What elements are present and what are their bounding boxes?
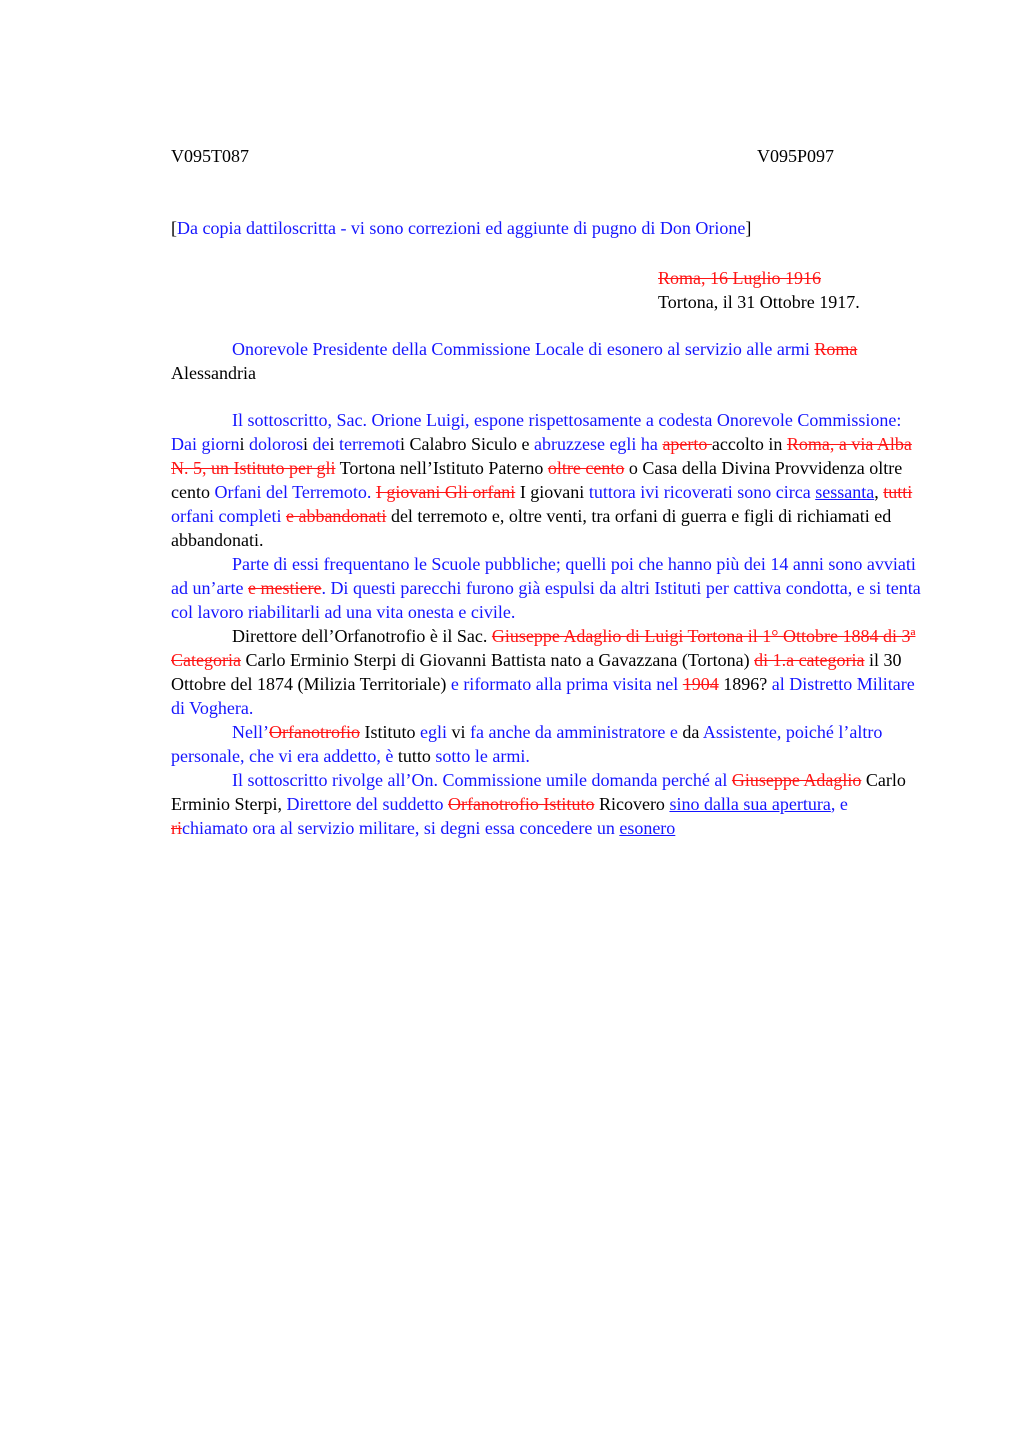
letter-body: [171, 337, 926, 840]
note-open-bracket: [: [171, 218, 177, 238]
original-text: Alessandria: [171, 363, 256, 383]
paragraph-director: [171, 624, 926, 720]
original-text: i: [239, 434, 245, 454]
added-text: al Distretto Militare di Voghera.: [171, 674, 915, 718]
deleted-text: 1904: [682, 674, 719, 694]
original-text: il 30 Ottobre del 1874 (Milizia Territoriale): [171, 650, 902, 694]
added-underlined-text: esonero: [619, 818, 676, 838]
added-text: doloros: [244, 434, 303, 454]
added-text: Assistente, poiché l’altro personale, che vi era addetto, è: [171, 722, 883, 766]
deleted-text: Roma: [814, 339, 858, 359]
added-text: egli: [419, 722, 447, 742]
original-text: i: [303, 434, 309, 454]
deleted-text: e mestiere: [247, 578, 322, 598]
original-text: i: [329, 434, 335, 454]
dateline: [658, 266, 860, 314]
transcription-note: [171, 216, 931, 240]
original-text: 1896?: [718, 674, 772, 694]
original-text: I giovani: [515, 482, 589, 502]
deleted-text: I giovani Gli orfani: [375, 482, 516, 502]
deleted-text: Roma, a via Alba N. 5, un Istituto per gli: [171, 434, 912, 478]
original-text: ,: [874, 482, 884, 502]
deleted-text: Orfanotrofio Istituto: [447, 794, 595, 814]
document-code-left: V095T087: [171, 146, 249, 166]
added-text: de: [308, 434, 330, 454]
added-text: Il sottoscritto, Sac. Orione Luigi, espone rispettosamente a codesta Onorevole Commissione: Dai giorn: [171, 410, 902, 454]
original-text: i Calabro Siculo e: [400, 434, 534, 454]
deleted-text: e abbandonati: [285, 506, 387, 526]
added-text: terremot: [334, 434, 401, 454]
original-text: tutto: [393, 746, 436, 766]
paragraph-address: [171, 337, 926, 385]
added-text: , e: [830, 794, 848, 814]
added-text: Orfani del Terremoto.: [214, 482, 376, 502]
deleted-text: Giuseppe Adaglio: [731, 770, 862, 790]
original-text: da: [677, 722, 703, 742]
added-text: orfani completi: [171, 506, 286, 526]
deleted-text: tutti: [883, 482, 913, 502]
added-text: chiamato ora al servizio militare, si degni essa concedere un: [182, 818, 620, 838]
added-text: Il sottoscritto rivolge all’On. Commissione umile domanda perché al: [232, 770, 732, 790]
paragraph-intro: [171, 408, 926, 552]
added-underlined-text: sino dalla sua apertura: [669, 794, 831, 814]
added-text: . Di questi parecchi furono già espulsi da altri Istituti per cattiva condotta, e si tenta col lavoro riabilitarli ad una vita onesta e civile.: [171, 578, 921, 622]
note-close-bracket: ]: [745, 218, 752, 238]
paragraph-request: [171, 768, 926, 840]
added-text: e riformato alla prima visita nel: [450, 674, 683, 694]
added-text: Onorevole Presidente della Commissione Locale di esonero al servizio alle armi: [232, 339, 815, 359]
added-text: Direttore del suddetto: [286, 794, 448, 814]
dateline-current: Tortona, il 31 Ottobre 1917.: [658, 292, 860, 312]
document-code-right: V095P097: [757, 146, 835, 166]
deleted-text: di 1.a categoria: [754, 650, 865, 670]
original-text: Direttore dell’Orfanotrofio è il Sac.: [232, 626, 492, 646]
original-text: del terremoto e, oltre venti, tra orfani di guerra e figli di richiamati ed abbandonati.: [171, 506, 892, 550]
original-text: vi: [446, 722, 470, 742]
deleted-text: oltre cento: [547, 458, 625, 478]
deleted-text: Giuseppe Adaglio di Luigi Tortona il 1° Ottobre 1884 di 3ª Categoria: [171, 626, 916, 670]
deleted-text: aperto: [662, 434, 712, 454]
added-text: abruzzese egli ha: [534, 434, 663, 454]
original-text: Istituto: [359, 722, 420, 742]
note-text: Da copia dattiloscritta - vi sono correzioni ed aggiunte di pugno di Don Orione: [177, 218, 746, 238]
deleted-text: ri: [171, 818, 182, 838]
added-text: Nell’: [232, 722, 269, 742]
added-underlined-text: sessanta: [815, 482, 875, 502]
added-text: tuttora ivi ricoverati sono circa: [588, 482, 816, 502]
original-text: accolto in: [711, 434, 787, 454]
paragraph-institute: [171, 720, 926, 768]
added-text: Parte di essi frequentano le Scuole pubbliche; quelli poi che hanno più dei 14 anni sono avviati ad un’arte: [171, 554, 916, 598]
added-text: sotto le armi.: [435, 746, 530, 766]
paragraph-schools: [171, 552, 926, 624]
original-text: Tortona nell’Istituto Paterno: [335, 458, 548, 478]
added-text: fa anche da amministratore e: [469, 722, 678, 742]
dateline-struck: Roma, 16 Luglio 1916: [658, 268, 821, 288]
original-text: Carlo Erminio Sterpi,: [171, 770, 906, 814]
deleted-text: Orfanotrofio: [268, 722, 360, 742]
original-text: Carlo Erminio Sterpi di Giovanni Battista nato a Gavazzana (Tortona): [240, 650, 755, 670]
original-text: o Casa della Divina Provvidenza oltre cento: [171, 458, 903, 502]
original-text: Ricovero: [594, 794, 670, 814]
